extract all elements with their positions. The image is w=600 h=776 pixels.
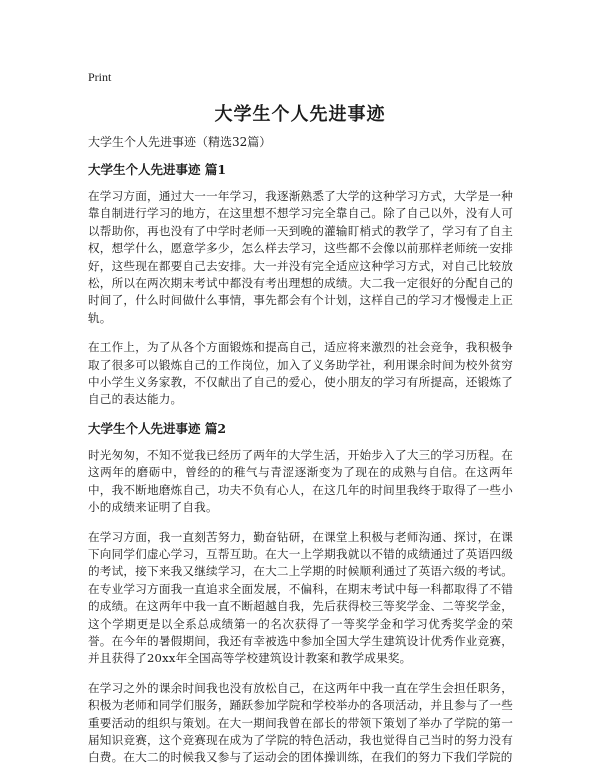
- document-subtitle: 大学生个人先进事迹（精选32篇）: [88, 135, 272, 149]
- section-heading: 大学生个人先进事迹 篇2: [88, 420, 227, 436]
- print-link[interactable]: Print: [88, 70, 112, 84]
- paragraph: 在工作上，为了从各个方面锻炼和提高自己，适应将来激烈的社会竞争，我积极争取了很多可以锻炼自己的工作岗位，加入了义务助学社，利用课余时间为校外贫穷中小学生义务家教，不仅献出了自己的爱心，使小朋友的学习有所提高，还锻炼了自己的表达能力。: [88, 340, 513, 407]
- document-body: [88, 134, 513, 776]
- paragraph: 在学习方面，通过大一一年学习，我逐渐熟悉了大学的这种学习方式，大学是一种靠自制进行学习的地方，在这里想不想学习完全靠自己。除了自己以外，没有人可以帮助你，再也没有了中学时老师一天到晚的灌输盯梢式的教学了，学习有了自主权，想学什么，愿意学多少，怎么样去学习，这些都不会像以前那样老师统一安排好，这些现在都要自己去安排。大一并没有完全适应这种学习方式，对自己比较放松，所以在两次期末考试中都没有考出理想的成绩。大二我一定很好的分配自己的时间了，什么时间做什么事情，事先都会有个计划，这样自己的学习才慢慢走上正轨。: [88, 189, 513, 325]
- paragraph: 在学习之外的课余时间我也没有放松自己，在这两年中我一直在学生会担任职务，积极为老师和同学们服务，踊跃参加学院和学校举办的各项活动，并且参与了一些重要活动的组织与策划。在大一期间我曾在部长的带领下策划了举办了学院的第一届知识竞赛，这个竞赛现在成为了学院的特色活动，我也觉得自己当时的努力没有白费。在大二的时候我又参与了运动会的团体操训练，在我们的努力下我们学院的: [88, 680, 513, 765]
- paragraph: 时光匆匆，不知不觉我已经历了两年的大学生活，开始步入了大三的学习历程。在这两年的磨砺中，曾经的的稚气与青涩逐渐变为了现在的成熟与自信。在这两年中，我不断地磨炼自己，功夫不负有心人，在这几年的时间里我终于取得了一些小小的成绩来证明了自我。: [88, 447, 513, 515]
- page-title: 大学生个人先进事迹: [214, 104, 386, 125]
- paragraph: 在学习方面，我一直刻苦努力，勤奋钻研，在课堂上积极与老师沟通、探讨，在课下向同学们虚心学习，互帮互助。在大一上学期我就以不错的成绩通过了英语四级的考试，接下来我又继续学习，在大二上学期的时候顺利通过了英语六级的考试。在专业学习方面我一直追求全面发展，不偏科，在期末考试中每一科都取得了不错的成绩。在这两年中我一直不断超越自我，先后获得校三等奖学金、二等奖学金，这个学期更是以全系总成绩第一的名次获得了一等奖学金和学习优秀奖学金的荣誉。在今年的暑假期间，我还有幸被选中参加全国大学生建筑设计优秀作业竞赛，并且获得了20xx年全国高等学校建筑设计教案和教学成果奖。: [88, 529, 513, 666]
- section-heading: 大学生个人先进事迹 篇1: [88, 162, 227, 177]
